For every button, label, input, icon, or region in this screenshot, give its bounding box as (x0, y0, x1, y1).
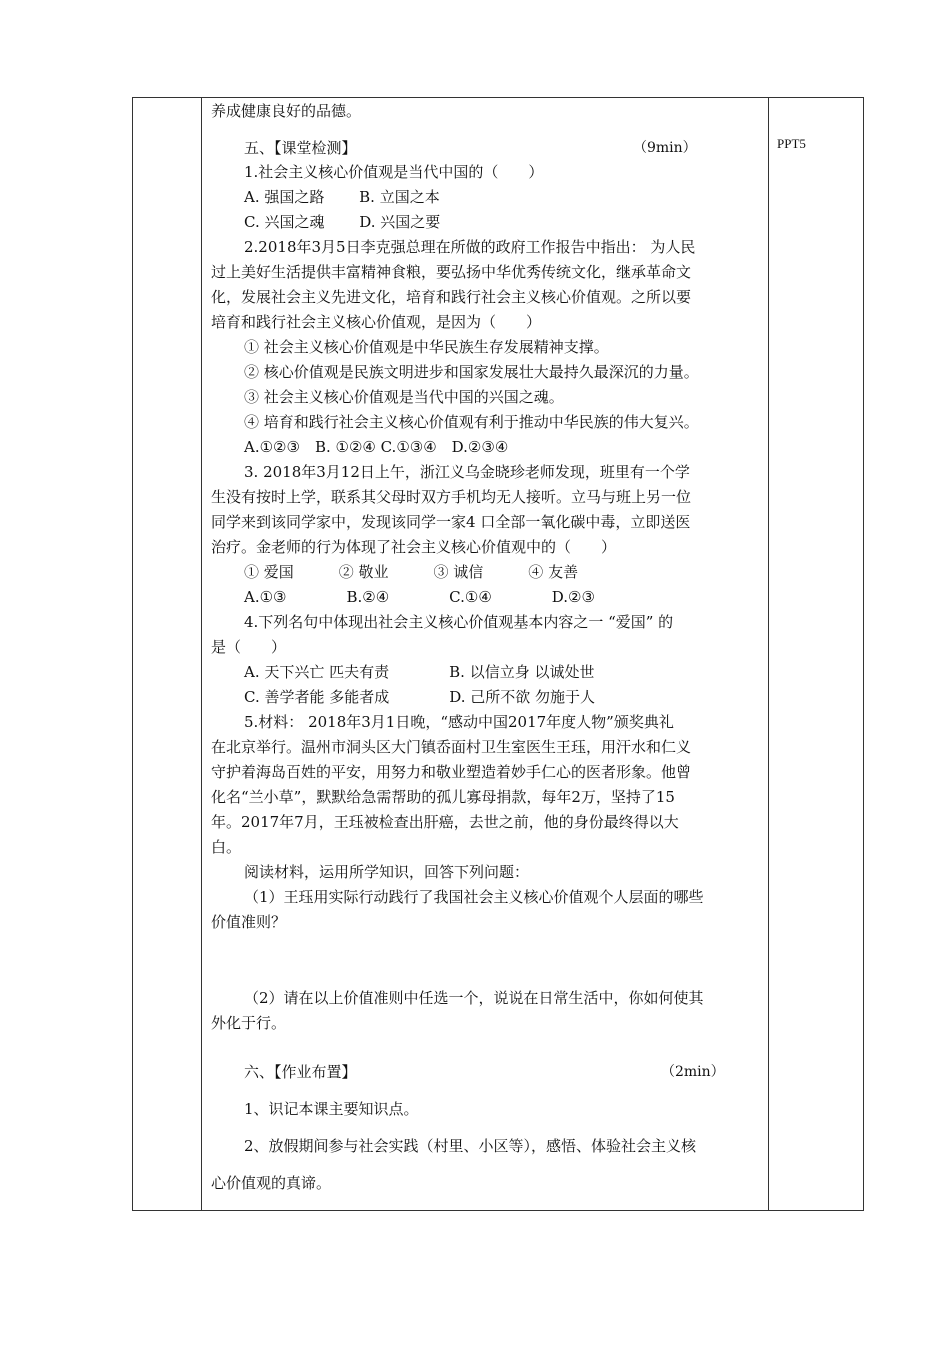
q5-sub1-cont: 价值准则？ (211, 913, 287, 931)
q4-options-cd: C. 善学者能 多能者成 D. 己所不欲 勿施于人 (244, 688, 596, 706)
q3-line: 生没有按时上学，联系其父母时双方手机均无人接听。立马与班上另一位 (211, 488, 692, 506)
q4-stem: 4.下列名句中体现出社会主义核心价值观基本内容之一 “爱国” 的 (244, 613, 674, 631)
q5-material-line: 白。 (211, 838, 242, 856)
q5-material-line: 化名“兰小草”，默默给急需帮助的孤儿寡母捐款，每年2万，坚持了15 (211, 788, 675, 806)
q1-options-ab: A. 强国之路 B. 立国之本 (244, 188, 440, 206)
q2-item: ③ 社会主义核心价值观是当代中国的兴国之魂。 (244, 388, 564, 406)
q5-prompt: 阅读材料，运用所学知识，回答下列问题： (244, 863, 530, 881)
ppt-label: PPT5 (777, 136, 806, 151)
q1-stem: 1.社会主义核心价值观是当代中国的（ ） (244, 163, 544, 181)
q3-line: 治疗。金老师的行为体现了社会主义核心价值观中的（ ） (211, 538, 617, 556)
q2-line: 化，发展社会主义先进文化，培育和践行社会主义核心价值观。之所以要 (211, 288, 692, 306)
section5-heading: 五、【课堂检测】 (244, 139, 357, 157)
q5-material-line: 守护着海岛百姓的平安，用努力和敬业塑造着妙手仁心的医者形象。他曾 (211, 763, 692, 781)
section6-heading: 六、【作业布置】 (244, 1063, 357, 1081)
q4-options-ab: A. 天下兴亡 匹夫有责 B. 以信立身 以诚处世 (244, 663, 595, 681)
section5-time: （9min） (633, 140, 697, 156)
homework-item-2: 2、放假期间参与社会实践（村里、小区等），感悟、体验社会主义核 (244, 1137, 697, 1155)
q2-item: ① 社会主义核心价值观是中华民族生存发展精神支撑。 (244, 338, 609, 356)
q2-options: A.①②③ B. ①②④ C.①③④ D.②③④ (244, 438, 509, 456)
q4-stem-cont: 是（ ） (211, 638, 287, 656)
q5-sub2: （2）请在以上价值准则中任选一个，说说在日常生活中，你如何使其 (244, 989, 704, 1007)
q2-line: 培育和践行社会主义核心价值观，是因为（ ） (211, 313, 542, 331)
q3-line: 同学来到该同学家中，发现该同学一家4 口全部一氧化碳中毒，立即送医 (211, 513, 691, 531)
section6-time: （2min） (661, 1064, 725, 1080)
column-divider-2 (768, 98, 769, 1210)
homework-item-2-cont: 心价值观的真谛。 (211, 1174, 332, 1192)
q3-items: ① 爱国 ② 敬业 ③ 诚信 ④ 友善 (244, 563, 579, 581)
q3-line: 3. 2018年3月12日上午，浙江义乌金晓珍老师发现，班里有一个学 (244, 463, 690, 481)
q2-item: ② 核心价值观是民族文明进步和国家发展壮大最持久最深沉的力量。 (244, 363, 699, 381)
q1-options-cd: C. 兴国之魂 D. 兴国之要 (244, 213, 441, 231)
q3-options: A.①③ B.②④ C.①④ D.②③ (244, 588, 595, 606)
q2-item: ④ 培育和践行社会主义核心价值观有利于推动中华民族的伟大复兴。 (244, 413, 699, 431)
q5-material-line: 5.材料： 2018年3月1日晚，“感动中国2017年度人物”颁奖典礼 (244, 713, 674, 731)
q5-sub2-cont: 外化于行。 (211, 1014, 287, 1032)
q5-material-line: 年。2017年7月，王珏被检查出肝癌，去世之前，他的身份最终得以大 (211, 813, 679, 831)
q5-sub1: （1）王珏用实际行动践行了我国社会主义核心价值观个人层面的哪些 (244, 888, 704, 906)
q5-material-line: 在北京举行。温州市洞头区大门镇岙面村卫生室医生王珏，用汗水和仁义 (211, 738, 692, 756)
column-divider-1 (201, 98, 202, 1210)
q2-line: 2.2018年3月5日李克强总理在所做的政府工作报告中指出： 为人民 (244, 238, 696, 256)
intro-tail: 养成健康良好的品德。 (211, 102, 362, 120)
q2-line: 过上美好生活提供丰富精神食粮，要弘扬中华优秀传统文化，继承革命文 (211, 263, 692, 281)
homework-item-1: 1、识记本课主要知识点。 (244, 1100, 419, 1118)
